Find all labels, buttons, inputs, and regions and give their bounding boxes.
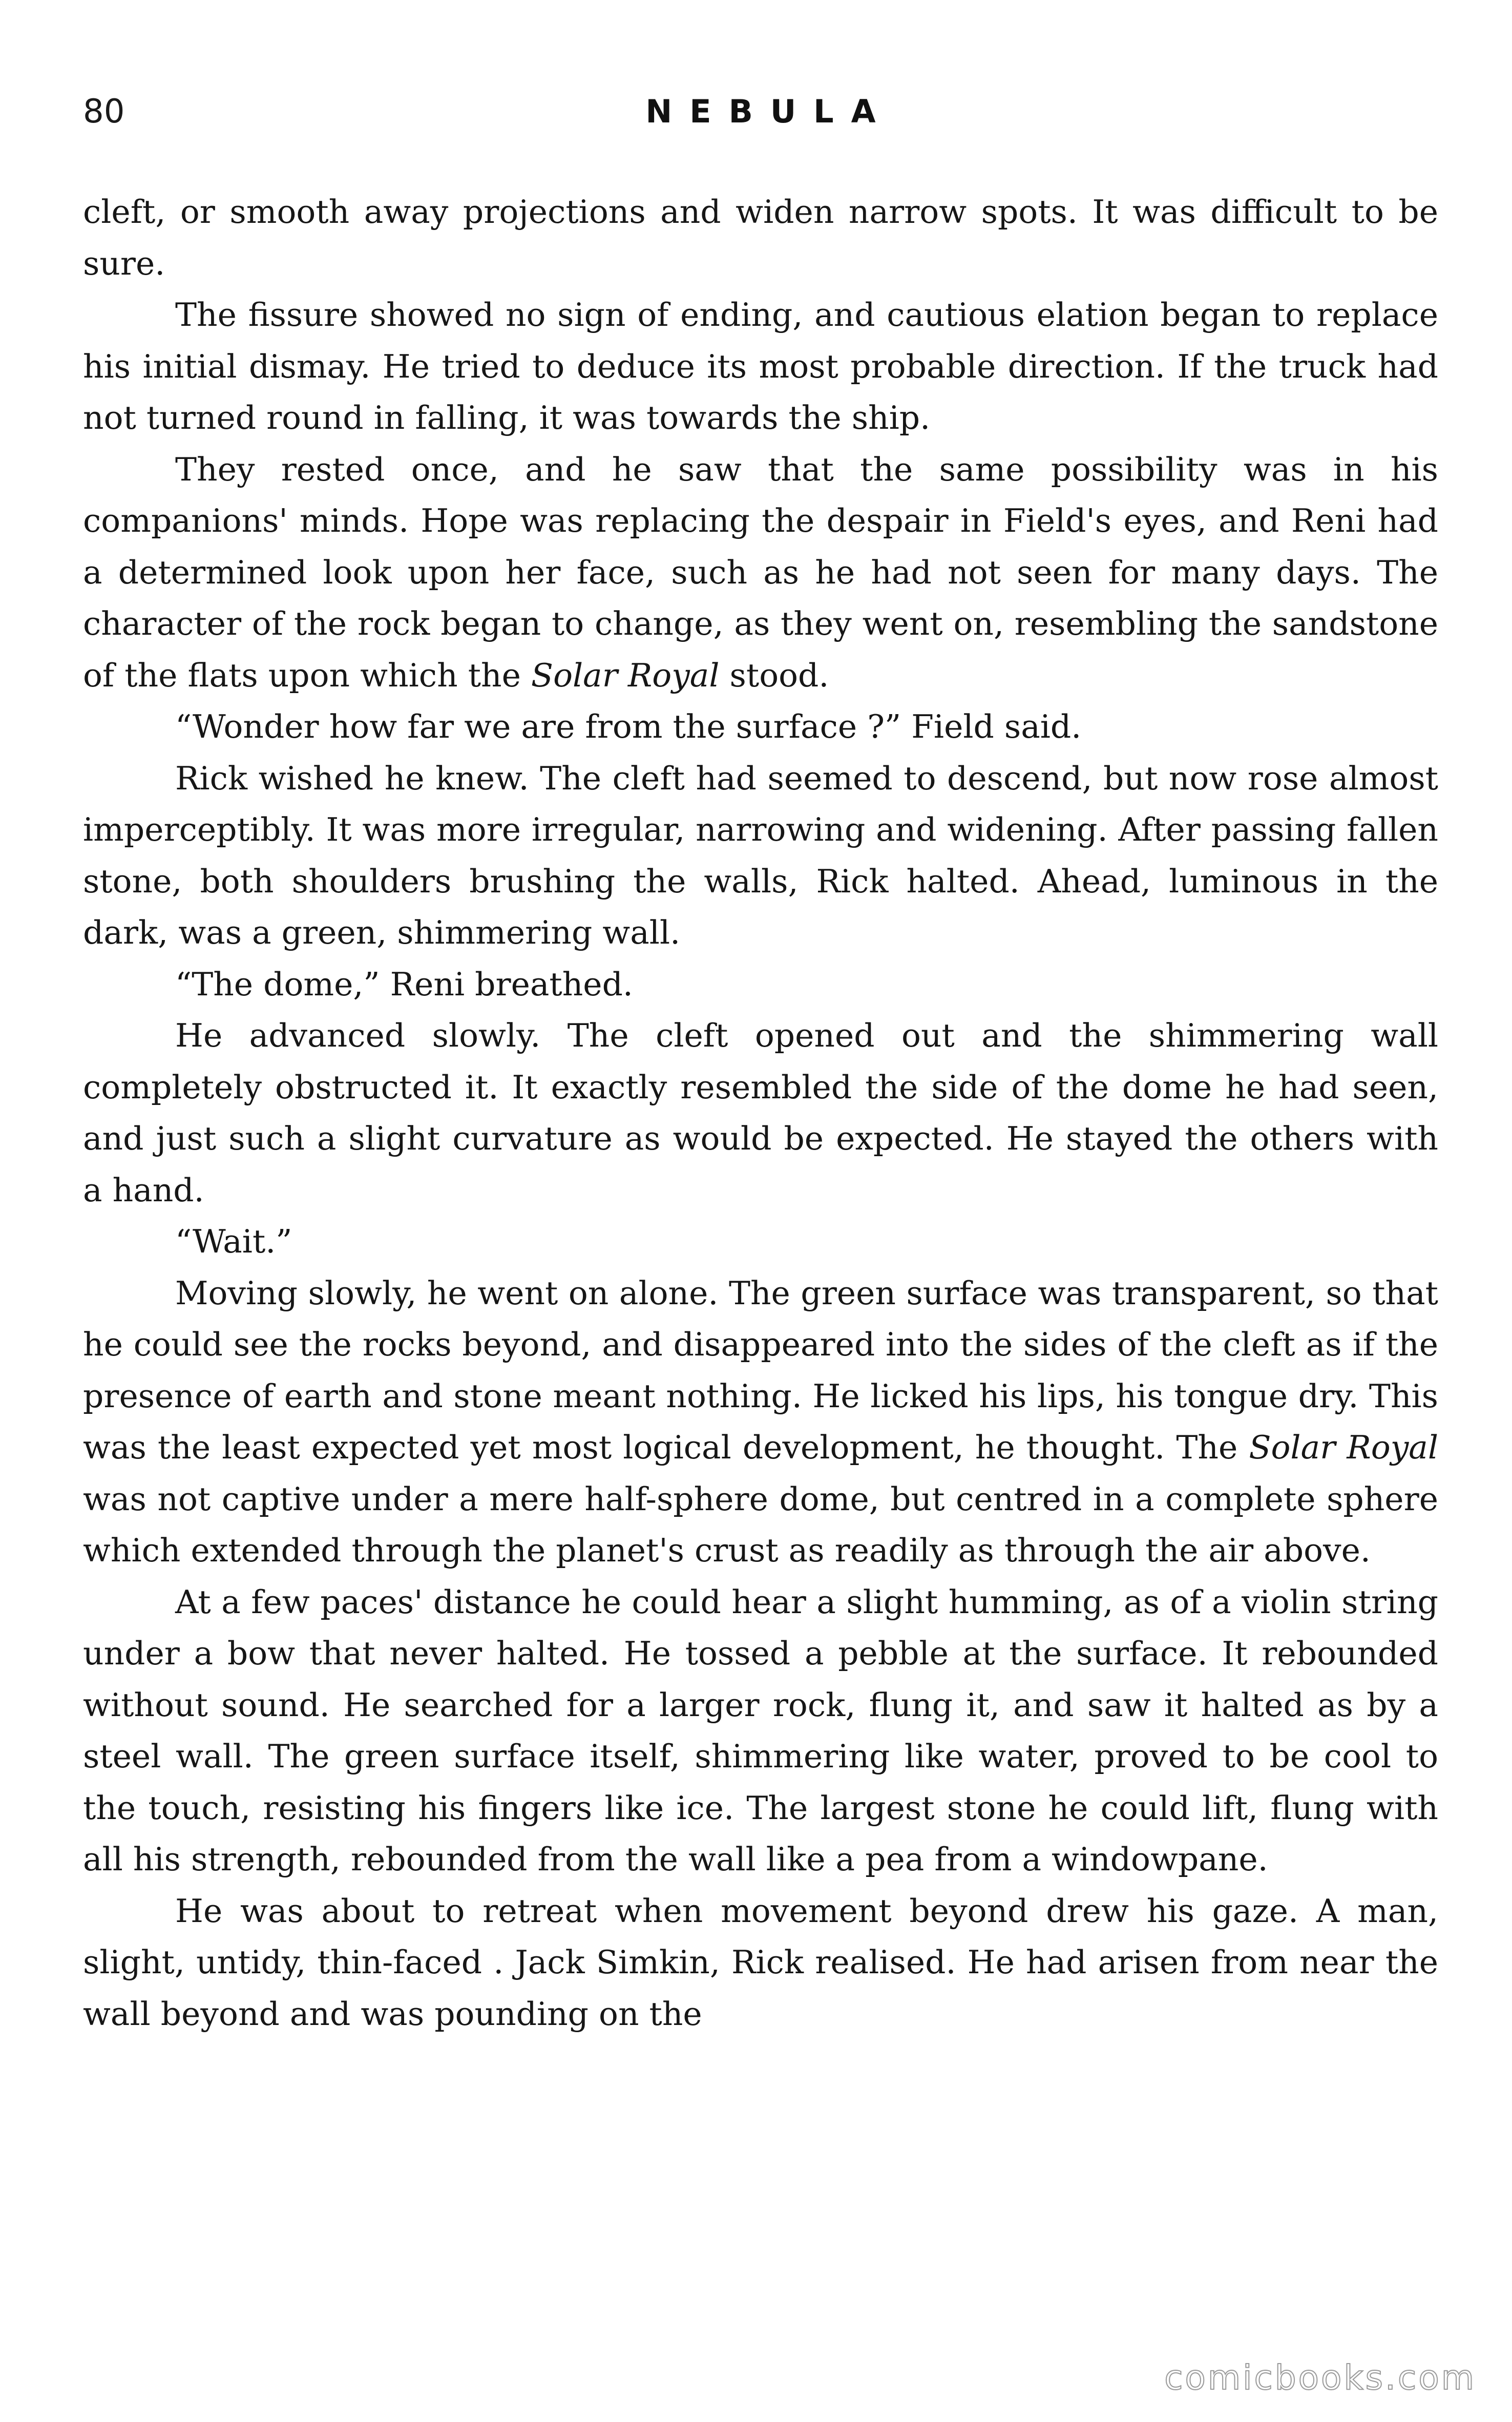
page-header <box>83 86 1438 137</box>
page-number: 80 <box>83 93 125 131</box>
paragraph-6: “The dome,” Reni breathed. <box>175 965 633 1003</box>
paragraph-1: cleft, or smooth away projections and widen narrow spots. It was difficult to be sure. <box>83 193 1438 282</box>
paragraph-2: The fissure showed no sign of ending, and cautious elation began to replace his initial dismay. He tried to deduce its most probable direction. If the truck had not turned round in falling, it was towards the ship. <box>83 296 1438 436</box>
ship-name-italic: Solar Royal <box>531 656 720 694</box>
paragraph-9 <box>83 1268 1438 1577</box>
paragraph-3 <box>83 444 1438 702</box>
running-head: NEBULA <box>645 93 893 130</box>
paragraph-9-tail: was not captive under a mere half-sphere dome, but centred in a complete sphere which extended through the planet's crust as readily as through the air above. <box>83 1480 1438 1569</box>
paragraph-11: He was about to retreat when movement beyond drew his gaze. A man, slight, untidy, thin-faced . Jack Simkin, Rick realised. He had arisen from near the wall beyond and was pounding on the <box>83 1892 1438 2033</box>
paragraph-7: He advanced slowly. The cleft opened out and the shimmering wall completely obstructed it. It exactly resembled the side of the dome he had seen, and just such a slight curvature as would be expected. He stayed the others with a hand. <box>83 1017 1438 1209</box>
source-watermark: comicbooks.com <box>1164 2358 1476 2397</box>
paragraph-3-tail: stood. <box>719 656 829 694</box>
paragraph-8: “Wait.” <box>175 1223 292 1260</box>
paragraph-5: Rick wished he knew. The cleft had seemed to descend, but now rose almost imperceptibly. It was more irregular, narrowing and widening. After passing fallen stone, both shoulders brushing the walls, Rick halted. Ahead, luminous in the dark, was a green, shimmering wall. <box>83 759 1438 951</box>
paragraph-3-text: They rested once, and he saw that the same possibility was in his companions' minds. Hope was replacing the despair in Field's eyes, and Reni had a determined look upon her face, such as he had not seen for many days. The character of the rock began to change, as they went on, resembling the sandstone of the flats upon which the <box>83 450 1438 694</box>
body-text <box>83 186 1438 2040</box>
paragraph-9-text: Moving slowly, he went on alone. The green surface was transparent, so that he could see the rocks beyond, and disappeared into the sides of the cleft as if the presence of earth and stone meant nothing. He licked his lips, his tongue dry. This was the least expected yet most logical development, he thought. The <box>83 1274 1438 1466</box>
paragraph-10: At a few paces' distance he could hear a slight humming, as of a violin string under a bow that never halted. He tossed a pebble at the surface. It rebounded without sound. He searched for a larger rock, flung it, and saw it halted as by a steel wall. The green surface itself, shimmering like water, proved to be cool to the touch, resisting his fingers like ice. The largest stone he could lift, flung with all his strength, rebounded from the wall like a pea from a windowpane. <box>83 1583 1438 1878</box>
ship-name-italic: Solar Royal <box>1249 1429 1438 1466</box>
paragraph-4: “Wonder how far we are from the surface ?” Field said. <box>175 708 1082 745</box>
